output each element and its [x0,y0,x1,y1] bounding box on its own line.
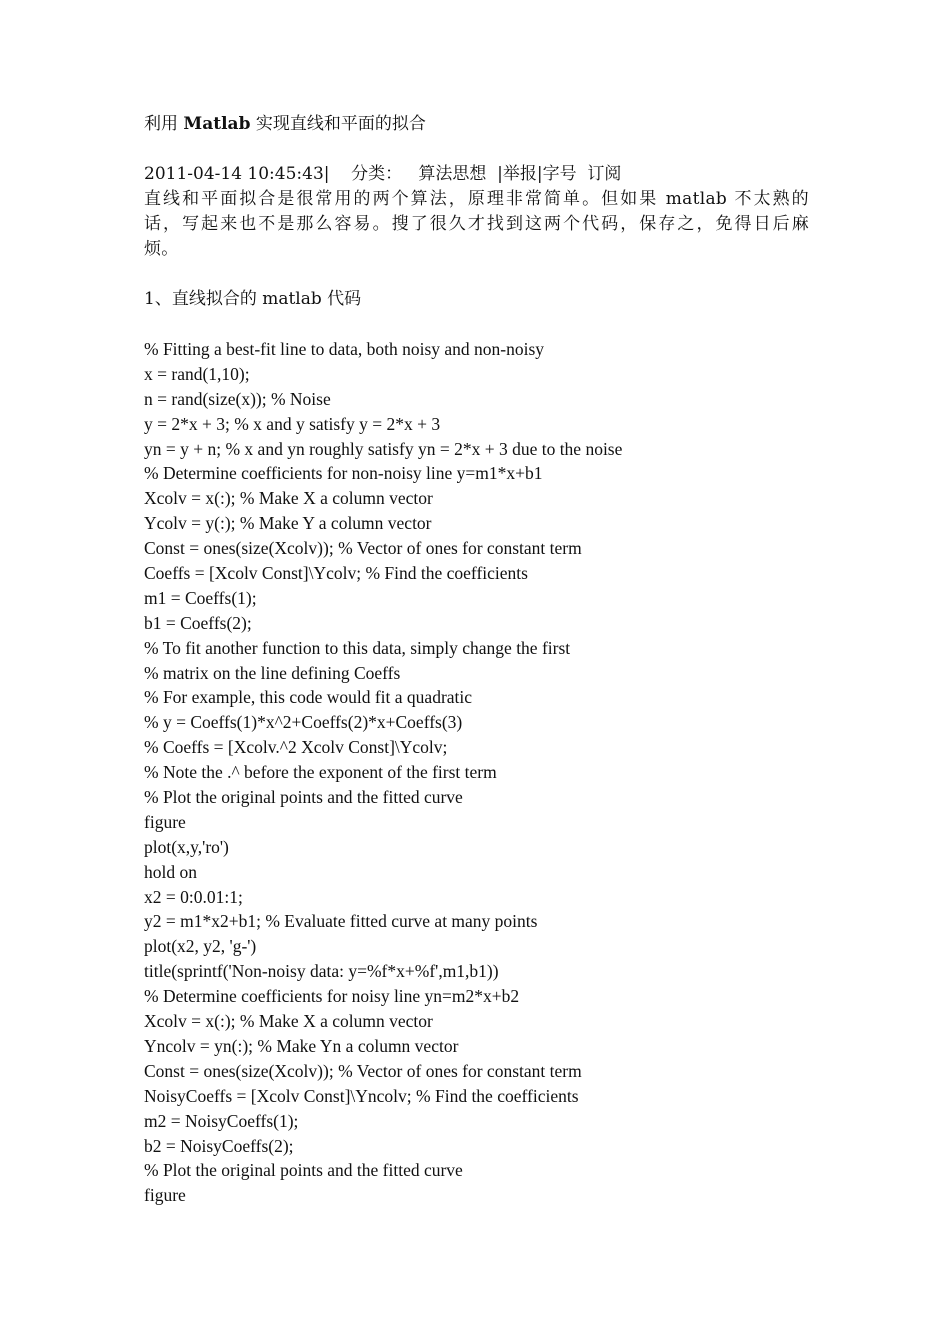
code-line: Coeffs = [Xcolv Const]\Ycolv; % Find the coefficients [144,563,528,584]
code-line: % For example, this code would fit a quadratic [144,687,473,708]
title-prefix: 利用 [144,114,178,134]
code-line: b1 = Coeffs(2); [144,612,252,633]
code-line: % y = Coeffs(1)*x^2+Coeffs(2)*x+Coeffs(3) [144,712,463,733]
code-line: % Determine coefficients for non-noisy line y=m1*x+b1 [144,463,543,484]
code-line: x = rand(1,10); [144,363,250,384]
intro-paragraph [144,187,809,262]
code-line: b2 = NoisyCoeffs(2); [144,1135,294,1156]
code-line: NoisyCoeffs = [Xcolv Const]\Yncolv; % Find the coefficients [144,1085,579,1106]
code-line: plot(x2, y2, 'g-') [144,936,257,957]
document-title [144,112,809,137]
code-line: Ycolv = y(:); % Make Y a column vector [144,513,432,534]
code-line: % Plot the original points and the fitted curve [144,787,463,808]
code-line: Const = ones(size(Xcolv)); % Vector of ones for constant term [144,1060,582,1081]
code-line: % To fit another function to this data, simply change the first [144,637,571,658]
post-meta: 2011-04-14 10:45:43| 分类： 算法思想 |举报|字号 订阅 [144,164,622,184]
intro-line: 话，写起来也不是那么容易。搜了很久才找到这两个代码，保存之，免得日后麻 [144,214,809,234]
document-page [144,112,809,1208]
code-line: Xcolv = x(:); % Make X a column vector [144,488,433,509]
code-line: x2 = 0:0.01:1; [144,886,243,907]
code-line: Const = ones(size(Xcolv)); % Vector of ones for constant term [144,538,582,559]
code-line: % matrix on the line defining Coeffs [144,662,401,683]
code-line: y = 2*x + 3; % x and y satisfy y = 2*x + 3 [144,413,441,434]
code-line: % Coeffs = [Xcolv.^2 Xcolv Const]\Ycolv; [144,737,448,758]
title-suffix: 实现直线和平面的拟合 [255,114,426,134]
code-line: % Note the .^ before the exponent of the first term [144,762,497,783]
code-block [144,337,809,1208]
code-line: Yncolv = yn(:); % Make Yn a column vector [144,1035,459,1056]
intro-line: 直线和平面拟合是很常用的两个算法，原理非常简单。但如果 matlab 不太熟的 [144,189,809,209]
title-bold: Matlab [183,114,251,134]
code-line: % Plot the original points and the fitted curve [144,1160,463,1181]
code-line: y2 = m1*x2+b1; % Evaluate fitted curve at many points [144,911,538,932]
code-line: hold on [144,861,197,882]
code-line: figure [144,811,186,832]
code-line: plot(x,y,'ro') [144,836,229,857]
code-line: figure [144,1185,186,1206]
code-line: % Fitting a best-fit line to data, both noisy and non-noisy [144,339,545,359]
section-heading: 1、直线拟合的 matlab 代码 [144,289,362,309]
code-line: title(sprintf('Non-noisy data: y=%f*x+%f',m1,b1)) [144,961,499,982]
code-line: Xcolv = x(:); % Make X a column vector [144,1011,433,1032]
code-line: m1 = Coeffs(1); [144,587,257,608]
code-line: n = rand(size(x)); % Noise [144,388,331,409]
code-line: yn = y + n; % x and yn roughly satisfy yn = 2*x + 3 due to the noise [144,438,623,459]
code-line: % Determine coefficients for noisy line yn=m2*x+b2 [144,986,520,1007]
intro-line: 烦。 [144,239,179,259]
code-line: m2 = NoisyCoeffs(1); [144,1110,299,1131]
